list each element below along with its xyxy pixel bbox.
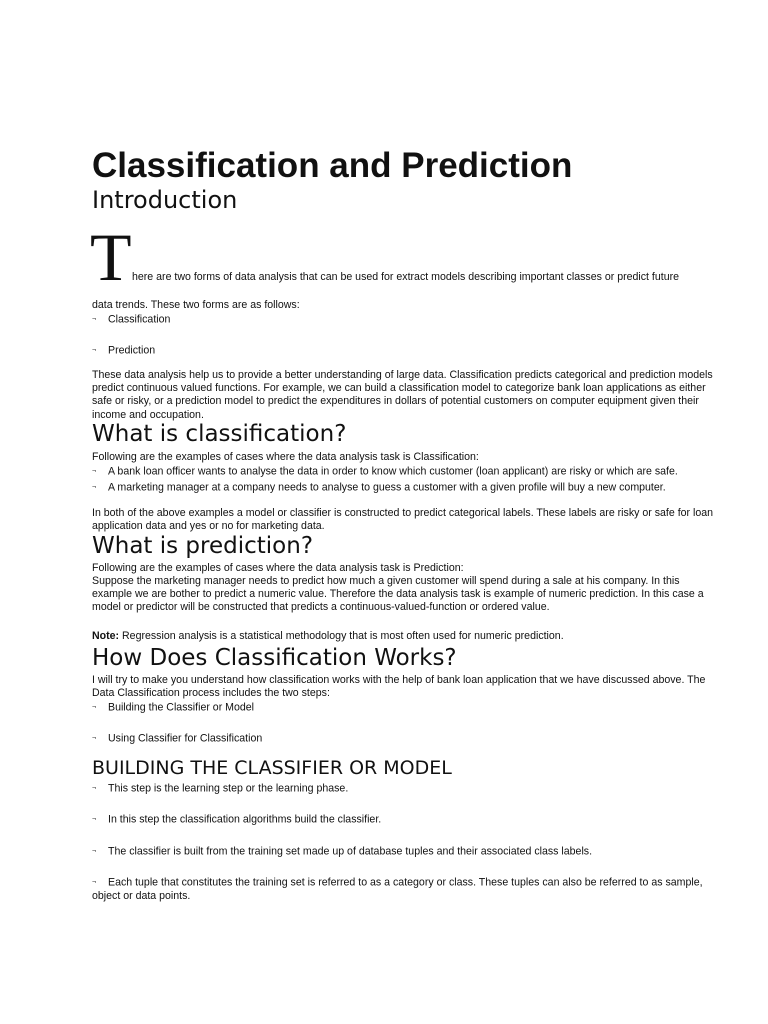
list-item	[92, 876, 722, 903]
list-item-text: Prediction	[108, 344, 156, 357]
intro-line-1: here are two forms of data analysis that can be used for extract models describing important classes or predict future	[132, 271, 680, 283]
document-title: Classification and Prediction	[92, 146, 573, 185]
section-heading-classification: What is classification?	[92, 421, 347, 447]
list-item-text: Building the Classifier or Model	[108, 701, 255, 714]
bullet-icon: ¬	[92, 484, 97, 491]
list-item	[92, 313, 170, 326]
bullet-icon: ¬	[92, 316, 97, 323]
list-item	[92, 481, 666, 494]
bullet-icon: ¬	[92, 347, 97, 354]
bullet-icon: ¬	[92, 704, 97, 711]
document-subtitle: Introduction	[92, 186, 238, 214]
prediction-paragraph: Suppose the marketing manager needs to predict how much a given customer will spend during a sale at his company. In this example we are bother to predict a numeric value. Therefore the data analysis task is example of numeric prediction. In this case a model or predictor will be constructed that predicts a continuous-valued-function or ordered value.	[92, 575, 704, 614]
list-item	[92, 701, 254, 714]
list-item-text: This step is the learning step or the learning phase.	[108, 782, 349, 795]
bullet-icon: ¬	[92, 785, 97, 792]
list-item-text: Using Classifier for Classification	[108, 732, 263, 745]
list-item-text: A bank loan officer wants to analyse the data in order to know which customer (loan applicant) are risky or which are safe.	[108, 465, 678, 478]
section-heading-building: BUILDING THE CLASSIFIER OR MODEL	[92, 757, 452, 779]
bullet-icon: ¬	[92, 735, 97, 742]
drop-cap: T	[90, 219, 132, 295]
section-heading-how: How Does Classification Works?	[92, 645, 457, 671]
list-item-text: A marketing manager at a company needs to analyse to guess a customer with a given profile will buy a new computer.	[108, 481, 666, 494]
list-item	[92, 732, 262, 745]
list-item	[92, 813, 381, 826]
list-item	[92, 782, 348, 795]
intro-body-paragraph: These data analysis help us to provide a better understanding of large data. Classification predicts categorical and prediction models predict continuous valued functions. For example, we can build a classification model to categorize bank loan applications as either safe or risky, or a prediction model to predict the expenditures in dollars of potential customers on computer equipment given their income and occupation.	[92, 369, 713, 421]
note-label: Note:	[92, 630, 120, 642]
classification-paragraph: In both of the above examples a model or classifier is constructed to predict categorical labels. These labels are risky or safe for loan application data and yes or no for marketing data.	[92, 507, 714, 533]
bullet-icon: ¬	[92, 879, 97, 886]
list-item	[92, 465, 678, 478]
list-item-text: Each tuple that constitutes the training set is referred to as a category or class. These tuples can also be referred to as sample, object or data points.	[92, 876, 703, 902]
list-item-text: Classification	[108, 313, 171, 326]
bullet-icon: ¬	[92, 816, 97, 823]
prediction-lead: Following are the examples of cases where the data analysis task is Prediction:	[92, 562, 464, 574]
classification-lead: Following are the examples of cases where the data analysis task is Classification:	[92, 451, 479, 463]
intro-line-2: data trends. These two forms are as follows:	[92, 299, 300, 311]
list-item-text: The classifier is built from the training set made up of database tuples and their associated class labels.	[108, 845, 593, 858]
list-item	[92, 344, 155, 357]
list-item-text: In this step the classification algorithms build the classifier.	[108, 813, 382, 826]
bullet-icon: ¬	[92, 848, 97, 855]
how-paragraph: I will try to make you understand how classification works with the help of bank loan application that we have discussed above. The Data Classification process includes the two steps:	[92, 674, 706, 700]
note-text: Regression analysis is a statistical methodology that is most often used for numeric prediction.	[119, 630, 564, 642]
list-item	[92, 845, 592, 858]
bullet-icon: ¬	[92, 468, 97, 475]
section-heading-prediction: What is prediction?	[92, 533, 314, 559]
note-paragraph	[92, 630, 722, 643]
